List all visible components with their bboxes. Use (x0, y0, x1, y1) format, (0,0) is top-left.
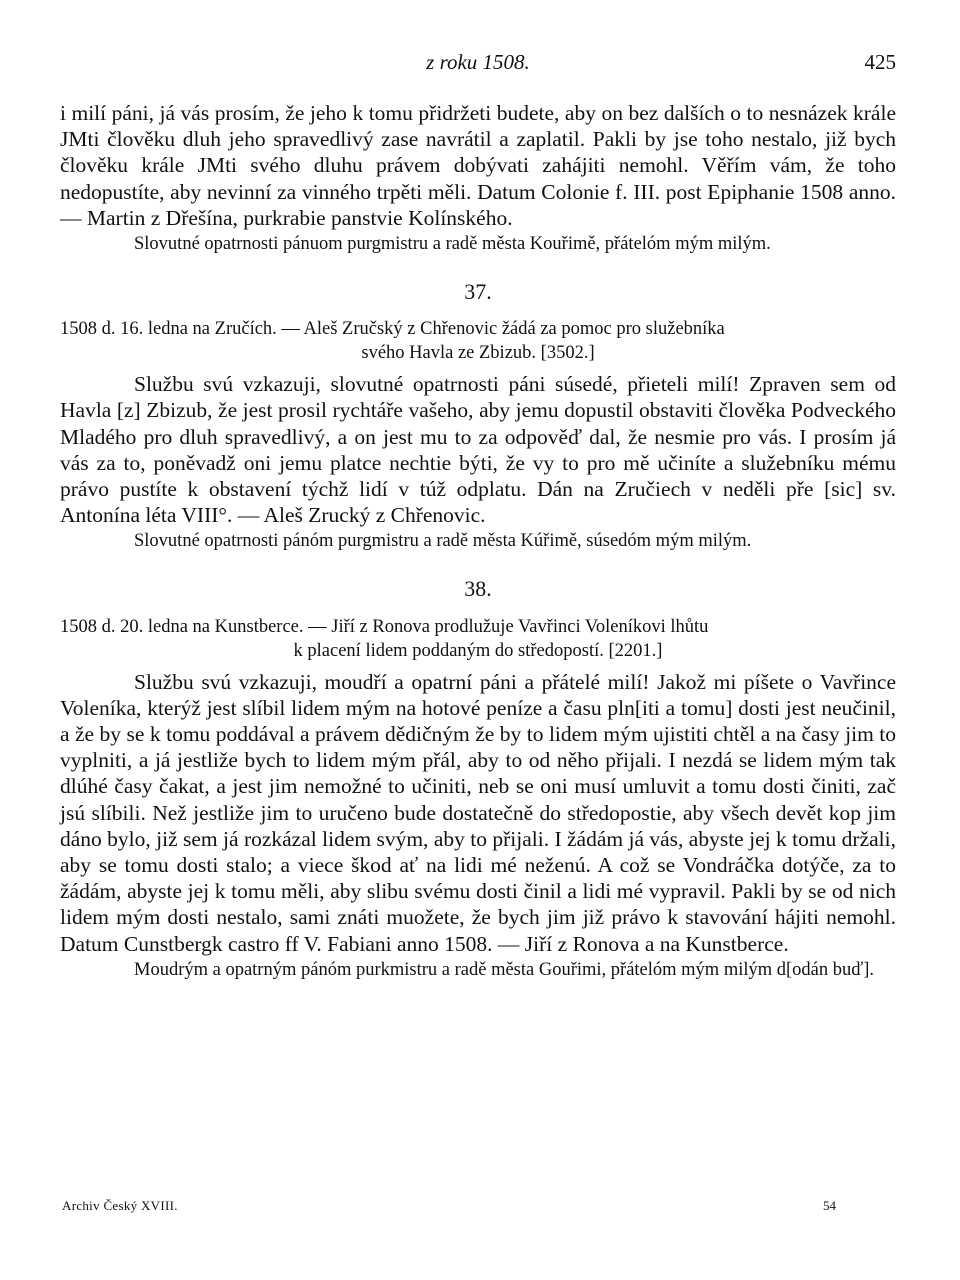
letter-36-address: Slovutné opatrnosti pánuom purgmistru a radě města Kouřimě, přátelóm mým milým. (134, 234, 771, 255)
page-number: 425 (864, 50, 896, 74)
running-title: z roku 1508. (426, 50, 530, 74)
running-header (60, 50, 896, 76)
letter-38-address: Moudrým a opatrným pánóm purkmistru a radě města Gouřimi, přátelóm mým milým d[odán buď]. (134, 959, 874, 980)
letter-37-address: Slovutné opatrnosti pánóm purgmistru a radě města Kúřimě, súsedóm mým milým. (134, 531, 752, 552)
letter-37-regest-line2: svého Havla ze Zbizub. [3502.] (361, 343, 595, 364)
letter-36-continuation: i milí páni, já vás prosím, že jeho k tomu přidržeti budete, aby on bez dalších o to nesnázek krále JMti člověku dluh jeho spravedlivý zase navrátil a zaplatil. Pakli by jse toho nestalo, již bych člověku krále JMti svého dluhu právem dobývati zahájiti nemohl. Věřím vám, že toho nedopustíte, aby nevinní za vinného trpěti měli. Datum Colonie f. III. post Epiphanie 1508 anno. — Martin z Dřešína, purkrabie panstvie Kolínského. (60, 101, 896, 230)
letter-38-regest-line1: 1508 d. 20. ledna na Kunstberce. — Jiří z Ronova prodlužuje Vavřinci Voleníkovi lhůtu (60, 616, 709, 637)
signature-mark: Archiv Český XVIII. (62, 1198, 178, 1213)
letter-37-text: Službu svú vzkazuji, slovutné opatrnosti páni súsedé, přieteli milí! Zpraven sem od Havla [z] Zbizub, že jest prosil rychtáře vašeho, aby jemu dopustil obstaviti člověka Podveckého Mladého pro dluh spravedlivý, a on jest mu to za odpověď dal, že nesmie pro vás. I prosím já vás za to, poněvadž oni jemu platce nechtie býti, že vy to pro mě učiníte a služebníku mému právo pustíte k obstavení týchž lidí v túž odplatu. Dán na Zručiech v neděli pře [sic] sv. Antonína léta VIII°. — Aleš Zrucký z Chřenovic. (60, 372, 896, 528)
page-body (60, 100, 896, 983)
letter-38-regest-line2: k placení lidem poddaným do středopostí. [2201.] (293, 640, 663, 661)
letter-38-regest (60, 615, 896, 663)
letter-37-regest-line1: 1508 d. 16. ledna na Zručích. — Aleš Zručský z Chřenovic žádá za pomoc pro služebníka (60, 319, 725, 340)
page-footer (60, 1198, 896, 1218)
letter-37-number: 37. (464, 279, 492, 305)
letter-38-number: 38. (464, 576, 492, 602)
sheet-number: 54 (823, 1198, 836, 1213)
letter-37-regest (60, 317, 896, 365)
letter-38-text: Službu svú vzkazuji, moudří a opatrní páni a přátelé milí! Jakož mi píšete o Vavřince Voleníka, kterýž jest slíbil lidem mým na hotové peníze a času pln[iti a tomu] dosti jest neučinil, a že by se k tomu poddával a právem dědičným že by to lidem mým ujistiti chtěl a na časy jim to vyplniti, a já jestliže bych to lidem mým přál, aby to od něho přijali. I nezdá se lidem mým tak dlúhé časy čakat, a jest jim nemožné to učiniti, neb se oni musí umluvit a tomu dosti činiti, zač jsú slíbili. Než jestliže jim to uručeno bude dostatečně do středopostie, aby všech devět kop jim dáno bylo, již sem já rozkázal lidem svým, aby to přijali. I žádám já vás, abyste jej k tomu držali, aby se tomu dosti stalo; a viece škod ať na lidi mé neženú. A což se Vondráčka dotýče, za to žádám, abyste jej k tomu měli, aby slibu svému dosti činil a lidi mé vypravil. Pakli by se od nich lidem mým dosti nestalo, sami znáti muožete, že bych jim již právo k stavování hájiti nemohl. Datum Cunstbergk castro ff V. Fabiani anno 1508. — Jiří z Ronova a na Kunstberce. (60, 669, 896, 956)
